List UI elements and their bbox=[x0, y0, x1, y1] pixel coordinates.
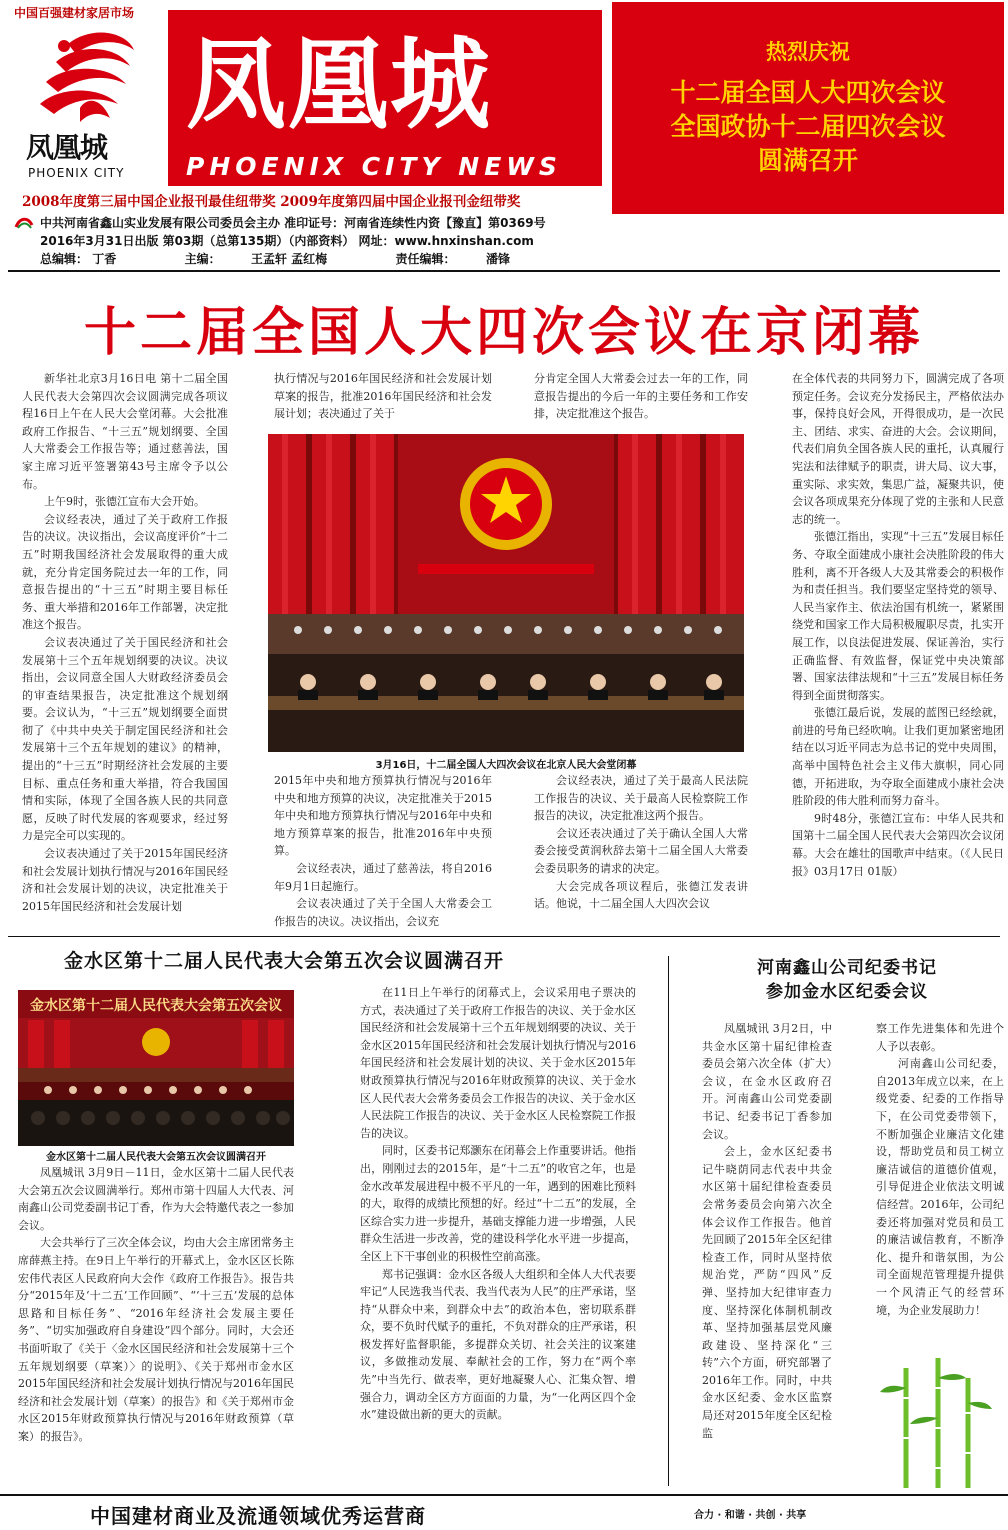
paragraph: 察工作先进集体和先进个人予以表彰。 bbox=[876, 1022, 1004, 1053]
host-name: 王孟轩 孟红梅 bbox=[250, 252, 328, 266]
nameplate-title-en: PHOENIX CITY NEWS bbox=[186, 152, 562, 181]
paragraph: 会议表决通过了关于全国人大常委会工作报告的决议。决议指出，会议充 bbox=[274, 897, 492, 928]
editor-name: 丁香 bbox=[92, 252, 117, 266]
paragraph: 张德江最后说，发展的蓝图已经绘就，前进的号角已经吹响。让我们更加紧密地团结在以习近平同志为总书记的党中央周围，高举中国特色社会主义伟大旗帜，同心同德，开拓进取，为夺取全面建成小康社会决胜阶段的伟大胜利而努力奋斗。 bbox=[792, 706, 1004, 808]
section-divider bbox=[8, 936, 1000, 937]
discipline-column-1 bbox=[702, 1020, 832, 1486]
editor-label: 总编辑： bbox=[40, 252, 89, 266]
paragraph: 同时，区委书记郑灏东在闭幕会上作重要讲话。他指出，刚刚过去的2015年，是“十二五”的收官之年，也是金水改革发展进程中极不平凡的一年，遇到的困难比预料的大，取得的成绩比预想的好。经过“十二五”的发展，全区综合实力进一步提升，基础支撑能力进一步增强，人民群众生活进一步改善，党的建设科学化水平进一步提高，全区上下干事创业的积极性空前高涨。 bbox=[360, 1144, 636, 1263]
host-label: 主编： bbox=[184, 252, 221, 266]
paragraph: 执行情况与2016年国民经济和社会发展计划草案的报告，批准2016年国民经济和社会发展计划；表决通过了关于 bbox=[274, 372, 492, 421]
footer-slogan: 中国建材商业及流通领域优秀运营商 bbox=[90, 1504, 426, 1528]
footer-motto: 合力 · 和谐 · 共创 · 共享 bbox=[694, 1510, 807, 1521]
jinshui-column-2 bbox=[360, 984, 636, 1460]
awards-line: 2008年度第三届中国企业报刊最佳纽带奖 2009年度第四届中国企业报刊金纽带奖 bbox=[22, 194, 521, 210]
lead-column-3-bottom bbox=[534, 772, 748, 928]
publication-info bbox=[14, 214, 614, 268]
bamboo-illustration-icon bbox=[876, 1358, 996, 1488]
celebration-line-1: 热烈庆祝 bbox=[766, 40, 850, 64]
lead-column-4 bbox=[792, 370, 1004, 928]
discipline-title-line-1: 河南鑫山公司纪委书记 bbox=[757, 958, 937, 978]
lead-column-2-bottom bbox=[274, 772, 492, 928]
nameplate-title-cn: 凤凰城 bbox=[186, 26, 492, 143]
lead-column-1 bbox=[22, 370, 228, 928]
paragraph: 在全体代表的共同努力下，圆满完成了各项预定任务。会议充分发扬民主，严格依法办事，保持良好会风，开得很成功，是一次民主、团结、求实、奋进的大会。会议期间，代表们肩负全国各族人民的重托，认真履行宪法和法律赋予的职责，讲大局、议大事，重实际、求实效，集思广益，凝聚共识，使会议各项成果充分体现了党的主张和人民意志的统一。 bbox=[792, 372, 1004, 526]
publisher-line: 中共河南省鑫山实业发展有限公司委员会主办 准印证号：河南省连续性内资【豫直】第0369号 bbox=[40, 216, 546, 230]
column-divider bbox=[668, 956, 669, 1486]
paragraph: 在11日上午举行的闭幕式上，会议采用电子票决的方式，表决通过了关于政府工作报告的决议、关于金水区国民经济和社会发展第十三个五年规划纲要的决议、关于金水区2015年国民经济和社会发展计划执行情况与2016年国民经济和社会发展计划的决议、关于金水区2015年财政预算执行情况与2016年财政预算的决议、关于金水区人民代表大会常务委员会工作报告的决议、关于金水区人民法院工作报告的决议、关于金水区人民检察院工作报告的决议。 bbox=[360, 986, 636, 1140]
celebration-line-4: 圆满召开 bbox=[757, 146, 858, 175]
paragraph: 9时48分，张德江宣布：中华人民共和国第十二届全国人民代表大会第四次会议闭幕。大会在雄壮的国歌声中结束。（《人民日报》03月17日 01版） bbox=[792, 811, 1004, 878]
paragraph: 会议经表决，通过了慈善法，将自2016年9月1日起施行。 bbox=[274, 861, 492, 893]
footer-bar bbox=[0, 1494, 1008, 1530]
jinshui-photo-caption: 金水区第十二届人民代表大会第五次会议圆满召开 bbox=[46, 1152, 266, 1163]
jinshui-congress-photo bbox=[18, 990, 294, 1146]
celebration-line-3: 全国政协十二届四次会议 bbox=[670, 112, 946, 141]
discipline-column-2 bbox=[876, 1020, 1004, 1356]
nameplate bbox=[168, 10, 602, 186]
paragraph: 上午9时，张德江宣布大会开始。 bbox=[44, 495, 205, 509]
paragraph: 郑书记强调：金水区各级人大组织和全体人大代表要牢记“人民选我当代表、我当代表为人民”的庄严承诺，坚持“从群众中来，到群众中去”的政治本色，密切联系群众，要不负时代赋予的重托，不负对群众的庄严承诺，积极发挥好监督职能，多提群众关切、社会关注的议案建议，多做推动发展、奉献社会的工作，努力在“两个率先”中当先行、做表率，更好地凝聚人心、汇集众智、增强合力，调动全区方方面面的力量，为“一化两区四个金水”建设做出新的更大的贡献。 bbox=[360, 1267, 636, 1422]
paragraph: 凤凰城讯 3月9日－11日，金水区第十二届人民代表大会第五次会议圆满举行。郑州市第十四届人大代表、河南鑫山公司党委副书记丁香，作为大会特邀代表之一参加会议。 bbox=[18, 1166, 294, 1232]
npc-photo-caption: 3月16日，十二届全国人大四次会议在北京人民大会堂闭幕 bbox=[375, 760, 637, 771]
npc-session-photo bbox=[268, 434, 744, 752]
company-logo-icon bbox=[14, 215, 34, 229]
celebration-banner bbox=[612, 2, 1004, 214]
discipline-title-line-2: 参加金水区纪委会议 bbox=[766, 982, 928, 1002]
paragraph: 分肯定全国人大常委会过去一年的工作，同意报告提出的今后一年的主要任务和工作安排，决定批准这个报告。 bbox=[534, 372, 748, 421]
paragraph: 会议表决通过了关于国民经济和社会发展第十三个五年规划纲要的决议。决议指出，会议同意全国人大财政经济委员会的审查结果报告，决定批准这个规划纲要。会议认为，“十三五”规划纲要全面贯彻了《中共中央关于制定国民经济和社会发展第十三个五年规划的建议》的精神，提出的“十三五”时期经济社会发展的主要目标、重点任务和重大举措，符合我国国情和实际，体现了全国各族人民的共同意愿，反映了时代发展的客观要求，经过努力是完全可以实现的。 bbox=[22, 635, 228, 843]
paragraph: 2015年中央和地方预算执行情况与2016年中央和地方预算的决议，决定批准关于2015年中央和地方预算执行情况与2016年中央和地方预算草案的报告，批准2016年中央预算。 bbox=[274, 774, 492, 858]
logo-wordmark-en: PHOENIX CITY bbox=[28, 166, 125, 180]
paragraph: 会议还表决通过了关于确认全国人大常委会接受黄润秋辞去第十二届全国人大常委会委员职务的请求的决定。 bbox=[534, 826, 748, 875]
responsible-editor-label: 责任编辑： bbox=[395, 252, 456, 266]
jinshui-column-1 bbox=[18, 1164, 294, 1486]
discipline-story-title bbox=[690, 956, 1004, 1004]
celebration-line-2: 十二届全国人大四次会议 bbox=[670, 78, 946, 107]
lead-column-2-top bbox=[274, 370, 492, 424]
paragraph: 会议经表决，通过了关于最高人民法院工作报告的决议、关于最高人民检察院工作报告的决议，决定批准这两个报告。 bbox=[534, 774, 748, 823]
paragraph: 新华社北京3月16日电 第十二届全国人民代表大会第四次会议圆满完成各项议程16日上午在人民大会堂闭幕。大会批准政府工作报告、“十三五”规划纲要、全国人大常委会工作报告等；通过慈善法，国家主席习近平签署第43号主席令予以公布。 bbox=[22, 372, 228, 491]
paragraph: 大会完成各项议程后，张德江发表讲话。他说，十二届全国人大四次会议 bbox=[534, 879, 748, 911]
masthead-divider bbox=[8, 270, 1000, 272]
jinshui-story-title: 金水区第十二届人民代表大会第五次会议圆满召开 bbox=[64, 950, 505, 972]
photo-banner-text: 金水区第十二届人民代表大会第五次会议 bbox=[30, 998, 282, 1014]
phoenix-logo-icon bbox=[30, 26, 140, 126]
issue-line: 2016年3月31日出版 第03期（总第135期）（内部资料） 网址：www.hnxinshan.com bbox=[40, 234, 534, 248]
paragraph: 会上，金水区纪委书记牛晓荫同志代表中共金水区第十届纪律检查委员会常务委员会向第六次全体会议作工作报告。他首先回顾了2015年全区纪律检查工作，同时从坚持依规治党，严防“四风”反弹、坚持加大纪律审查力度、坚持深化体制机制改革、坚持加强基层党风廉政建设、坚持深化“三转”六个方面，研究部署了2016年工作。同时，中共金水区纪委、金水区监察局还对2015年度全区纪检监 bbox=[702, 1145, 832, 1440]
paragraph: 会议表决通过了关于2015年国民经济和社会发展计划执行情况与2016年国民经济和社会发展计划的决议，决定批准关于2015年国民经济和社会发展计划 bbox=[22, 847, 228, 913]
paragraph: 张德江指出，实现“十三五”发展目标任务、夺取全面建成小康社会决胜阶段的伟大胜利，离不开各级人大及其常委会的积极作为和责任担当。我们要坚定坚持党的领导、人民当家作主、依法治国有机统一，紧紧围绕党和国家工作大局积极履职尽责，扎实开展工作，以良法促进发展、保证善治，实行正确监督、有效监督，保证党中央决策部署、国家法律法规和“十三五”发展目标任务得到全面贯彻落实。 bbox=[792, 530, 1004, 702]
paragraph: 大会共举行了三次全体会议，均由大会主席团常务主席薛燕主持。在9日上午举行的开幕式上，金水区区长陈宏伟代表区人民政府向大会作《政府工作报告》。报告共分“2015年及‘十二五’工作回顾”、“‘十三五’发展的总体思路和目标任务”、“2016年经济社会发展主要任务”、“切实加强政府自身建设”四个部分。同时，大会还书面听取了《关于〈金水区国民经济和社会发展第十三个五年规划纲要（草案）〉的说明》、《关于郑州市金水区2015年国民经济和社会发展计划执行情况与2016年国民经济和社会发展计划（草案）的报告》和《关于郑州市金水区2015年财政预算执行情况与2016年财政预算（草案）的报告》。 bbox=[18, 1236, 294, 1443]
paragraph: 凤凰城讯 3月2日，中共金水区第十届纪律检查委员会第六次全体（扩大）会议，在金水区政府召开。河南鑫山公司党委副书记、纪委书记丁香参加会议。 bbox=[702, 1022, 832, 1141]
top-slogan: 中国百强建材家居市场 bbox=[14, 6, 135, 20]
responsible-editor-name: 潘锋 bbox=[485, 252, 510, 266]
main-headline: 十二届全国人大四次会议在京闭幕 bbox=[83, 303, 924, 363]
lead-column-3-top bbox=[534, 370, 748, 424]
logo-wordmark-cn: 凤凰城 bbox=[26, 131, 108, 164]
paragraph: 河南鑫山公司纪委，自2013年成立以来，在上级党委、纪委的工作指导下，在公司党委带领下，不断加强企业廉洁文化建设，帮助党员和员工树立廉洁诚信的道德价值观，引导促进企业依法文明诚信经营。2016年，公司纪委还将加强对党员和员工的廉洁诚信教育，不断净化、提升和谐氛围，为公司全面规范管理提升提供一个风清正气的经营环境，为企业发展助力！ bbox=[876, 1057, 1004, 1317]
paragraph: 会议经表决，通过了关于政府工作报告的决议。决议指出，会议高度评价“十二五”时期我国经济社会发展取得的重大成就，充分肯定国务院过去一年的工作，同意报告提出的“十三五”时期主要目标任务、重大举措和2016年工作部署，决定批准这个报告。 bbox=[22, 512, 228, 632]
